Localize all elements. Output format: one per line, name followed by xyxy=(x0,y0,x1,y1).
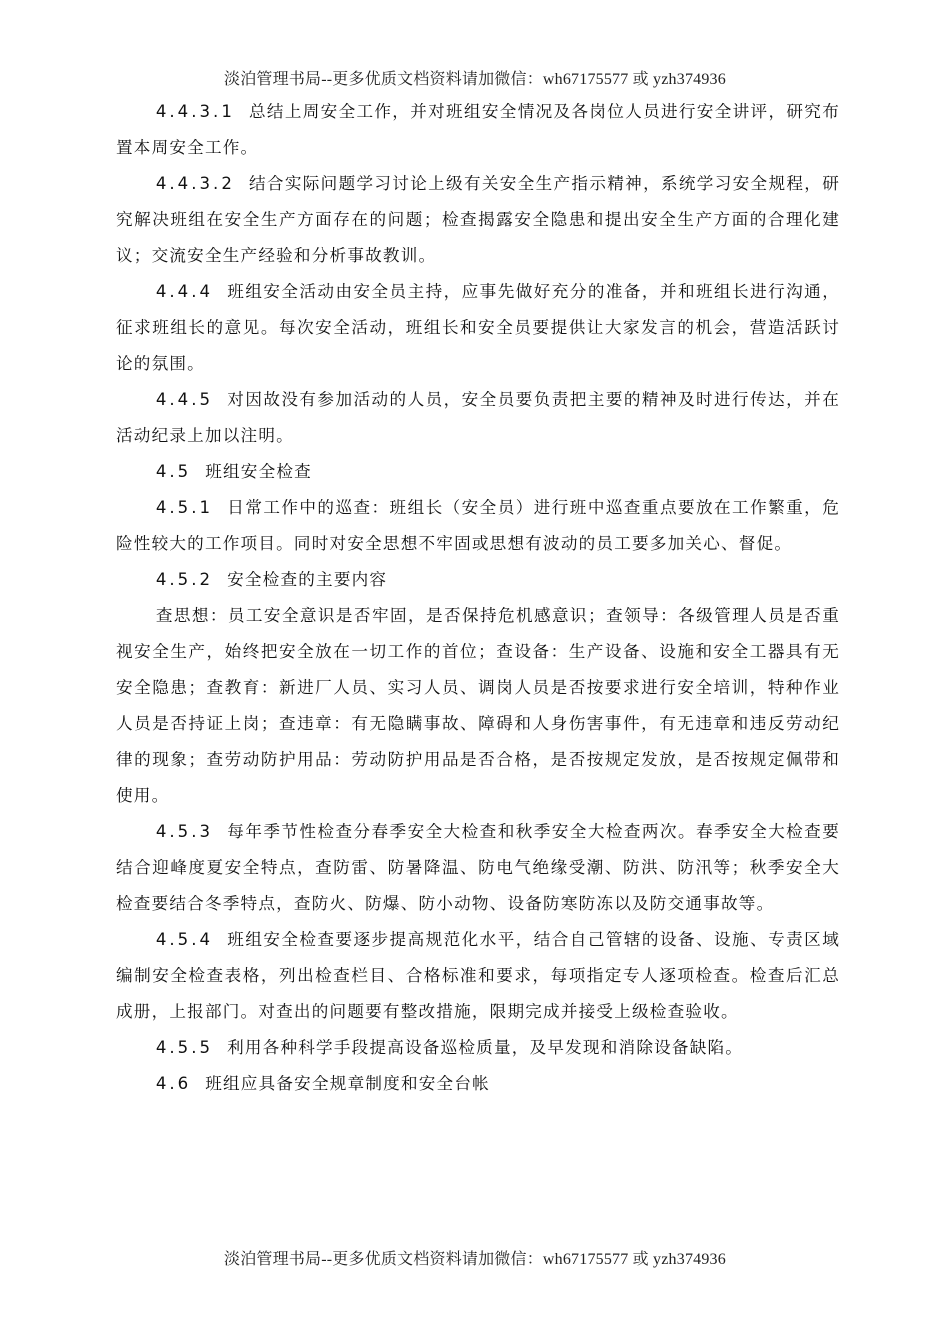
heading-text: 班组安全检查 xyxy=(205,462,312,481)
section-number: 4.4.3.1 xyxy=(155,102,235,121)
section-number: 4.5.5 xyxy=(155,1038,214,1057)
paragraph-text: 查思想：员工安全意识是否牢固，是否保持危机感意识；查领导：各级管理人员是否重视安全生产，始终把安全放在一切工作的首位；查设备：生产设备、设施和安全工器具有无安全隐患；查教育：新进厂人员、实习人员、调岗人员是否按要求进行安全培训，特种作业人员是否持证上岗；查违章：有无隐瞒事故、障碍和人身伤害事件，有无违章和违反劳动纪律的现象；查劳动防护用品：劳动防护用品是否合格，是否按规定发放，是否按规定佩带和使用。 xyxy=(116,606,840,805)
section-number: 4.5.3 xyxy=(155,822,214,841)
page-footer: 淡泊管理书局--更多优质文档资料请加微信：wh67175577 或 yzh374936 xyxy=(224,1251,726,1268)
paragraph-text: 结合实际问题学习讨论上级有关安全生产指示精神，系统学习安全规程，研究解决班组在安全生产方面存在的问题；检查揭露安全隐患和提出安全生产方面的合理化建议；交流安全生产经验和分析事故教训。 xyxy=(116,174,840,265)
section-number: 4.5.4 xyxy=(155,930,214,949)
paragraph-4-4-5 xyxy=(116,382,840,454)
page-header: 淡泊管理书局--更多优质文档资料请加微信：wh67175577 或 yzh374936 xyxy=(224,71,726,88)
section-number: 4.4.4 xyxy=(155,282,214,301)
section-number: 4.4.3.2 xyxy=(155,174,235,193)
heading-4-6 xyxy=(116,1066,840,1102)
section-number: 4.6 xyxy=(155,1074,192,1093)
paragraph-4-5-4 xyxy=(116,922,840,1030)
paragraph-4-5-5 xyxy=(116,1030,840,1066)
paragraph-text: 对因故没有参加活动的人员，安全员要负责把主要的精神及时进行传达，并在活动纪录上加以注明。 xyxy=(116,390,840,445)
paragraph-text: 每年季节性检查分春季安全大检查和秋季安全大检查两次。春季安全大检查要结合迎峰度夏安全特点，查防雷、防暑降温、防电气绝缘受潮、防洪、防汛等；秋季安全大检查要结合冬季特点，查防火、防爆、防小动物、设备防寒防冻以及防交通事故等。 xyxy=(116,822,840,913)
paragraph-4-4-3-2 xyxy=(116,166,840,274)
heading-4-5-2 xyxy=(116,562,840,598)
paragraph-text: 班组安全检查要逐步提高规范化水平，结合自己管辖的设备、设施、专责区域编制安全检查表格，列出检查栏目、合格标准和要求，每项指定专人逐项检查。检查后汇总成册，上报部门。对查出的问题要有整改措施，限期完成并接受上级检查验收。 xyxy=(116,930,840,1021)
paragraph-4-5-3 xyxy=(116,814,840,922)
section-number: 4.4.5 xyxy=(155,390,214,409)
section-number: 4.5.1 xyxy=(155,498,214,517)
section-number: 4.5.2 xyxy=(155,570,214,589)
paragraph-text: 班组安全活动由安全员主持，应事先做好充分的准备，并和班组长进行沟通，征求班组长的意见。每次安全活动，班组长和安全员要提供让大家发言的机会，营造活跃讨论的氛围。 xyxy=(116,282,840,373)
paragraph-text: 利用各种科学手段提高设备巡检质量，及早发现和消除设备缺陷。 xyxy=(227,1038,744,1057)
paragraph-4-5-1 xyxy=(116,490,840,562)
section-number: 4.5 xyxy=(155,462,192,481)
paragraph-text: 总结上周安全工作，并对班组安全情况及各岗位人员进行安全讲评，研究布置本周安全工作。 xyxy=(116,102,840,157)
paragraph-4-4-3-1 xyxy=(116,94,840,166)
paragraph-text: 日常工作中的巡查：班组长（安全员）进行班中巡查重点要放在工作繁重，危险性较大的工作项目。同时对安全思想不牢固或思想有波动的员工要多加关心、督促。 xyxy=(116,498,840,553)
paragraph-check-items xyxy=(116,598,840,814)
paragraph-4-4-4 xyxy=(116,274,840,382)
heading-4-5 xyxy=(116,454,840,490)
heading-text: 安全检查的主要内容 xyxy=(227,570,388,589)
document-body xyxy=(116,94,840,1102)
heading-text: 班组应具备安全规章制度和安全台帐 xyxy=(205,1074,490,1093)
